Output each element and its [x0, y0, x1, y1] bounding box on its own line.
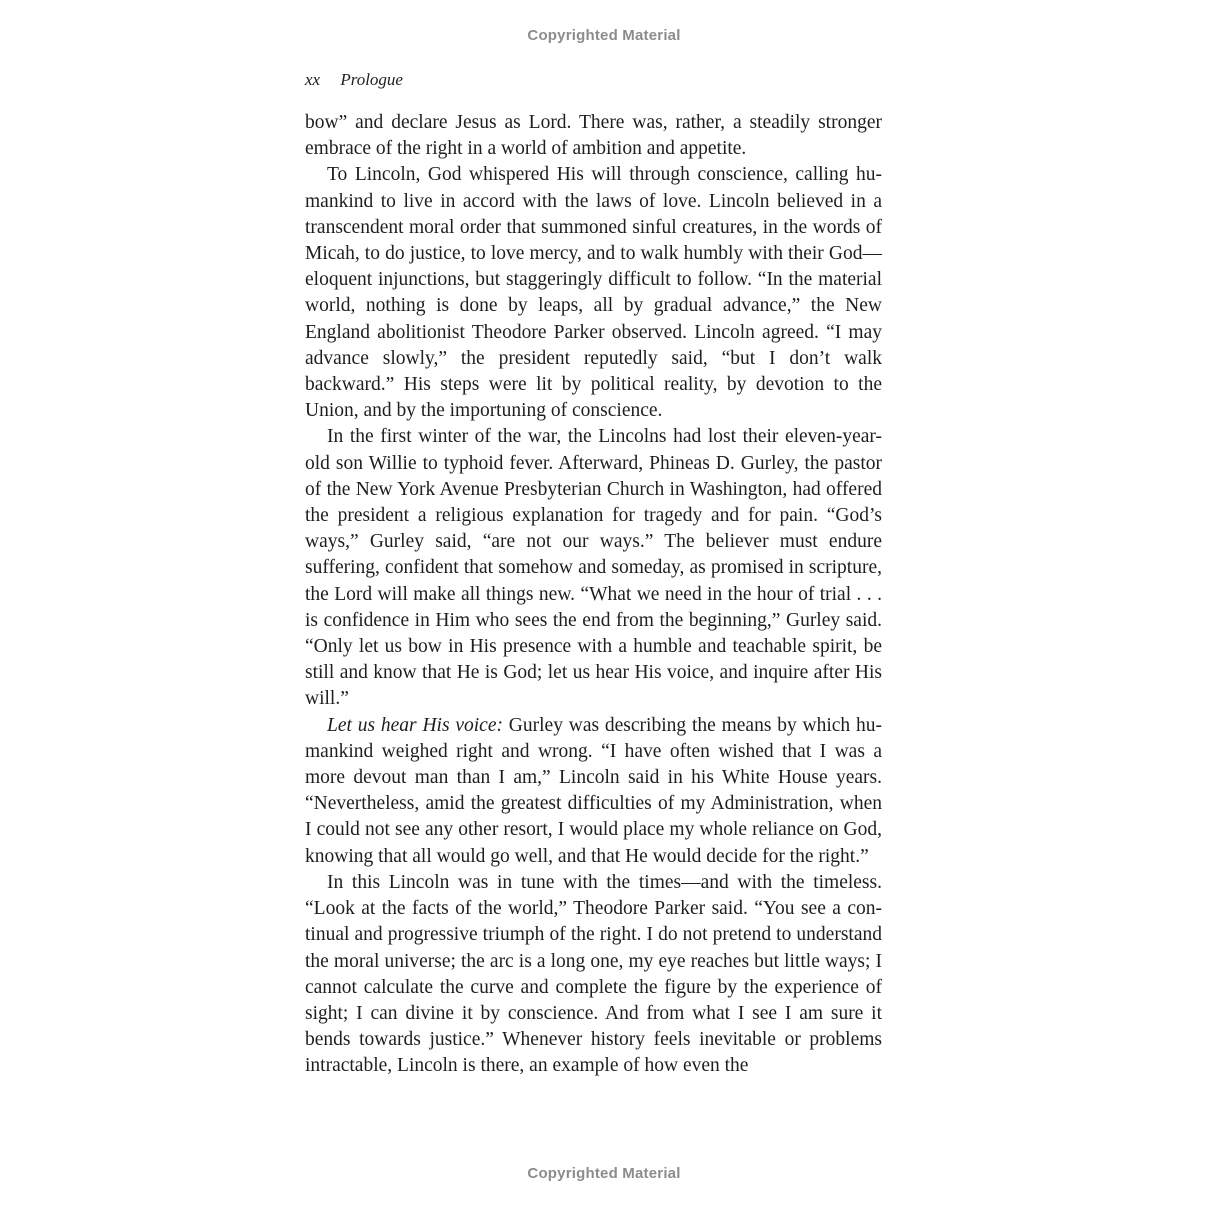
paragraph-5 [305, 870, 882, 1080]
chapter-title: Prologue [340, 70, 403, 89]
paragraph-4 [305, 713, 882, 870]
copyright-watermark-top: Copyrighted Material [527, 27, 681, 44]
paragraph-2 [305, 162, 882, 424]
running-head [305, 70, 403, 90]
paragraph-text: In the first winter of the war, the Lincolns had lost their eleven-year-old son Willie to typhoid fever. Afterward, Phineas D. Gurley, the pastor of the New York Avenue Presbyterian Church in Washington, had offered the president a religious explanation for tragedy and for pain. “God’s ways,” Gurley said, “are not our ways.” The believer must endure suffering, confident that somehow and someday, as promised in scripture, the Lord will make all things new. “What we need in the hour of trial . . . is confidence in Him who sees the end from the beginning,” Gurley said. “Only let us bow in His presence with a humble and teachable spirit, be still and know that He is God; let us hear His voice, and inquire after His will.” [305, 426, 882, 710]
paragraph-3 [305, 424, 882, 712]
paragraph-1 [305, 110, 882, 162]
paragraph-text: In this Lincoln was in tune with the times—and with the timeless. “Look at the facts of the world,” Theodore Parker said. “You see a continual and progressive triumph of the right. I do not pretend to understand the moral universe; the arc is a long one, my eye reaches but little ways; I cannot calculate the curve and complete the figure by the experience of sight; I can divine it by conscience. And from what I see I am sure it bends towards justice.” Whenever history feels inevitable or problems intractable, Lincoln is there, an example of how even the [305, 871, 882, 1077]
paragraph-text: To Lincoln, God whispered His will through conscience, calling humankind to live in accord with the laws of love. Lincoln believed in a transcendent moral order that summoned sinful creatures, in the words of Micah, to do justice, to love mercy, and to walk humbly with their God—eloquent injunctions, but staggeringly difficult to follow. “In the material world, nothing is done by leaps, all by gradual advance,” the New England abolitionist Theodore Parker observed. Lincoln agreed. “I may advance slowly,” the president reputedly said, “but I don’t walk backward.” His steps were lit by political reality, by devotion to the Union, and by the importuning of conscience. [305, 164, 882, 422]
copyright-watermark-bottom: Copyrighted Material [527, 1165, 681, 1182]
paragraph-text: bow” and declare Jesus as Lord. There was, rather, a steadily stronger embrace of the right in a world of ambition and appetite. [305, 112, 882, 160]
paragraph-text: Gurley was describing the means by which humankind weighed right and wrong. “I have often wished that I was a more devout man than I am,” Lincoln said in his White House years. “Nevertheless, amid the greatest difficulties of my Administration, when I could not see any other resort, I would place my whole reliance on God, knowing that all would go well, and that He would decide for the right.” [305, 714, 883, 867]
paragraph-lead-italic: Let us hear His voice: [327, 714, 503, 736]
page-number: xx [305, 70, 321, 89]
body-text [305, 110, 882, 1080]
